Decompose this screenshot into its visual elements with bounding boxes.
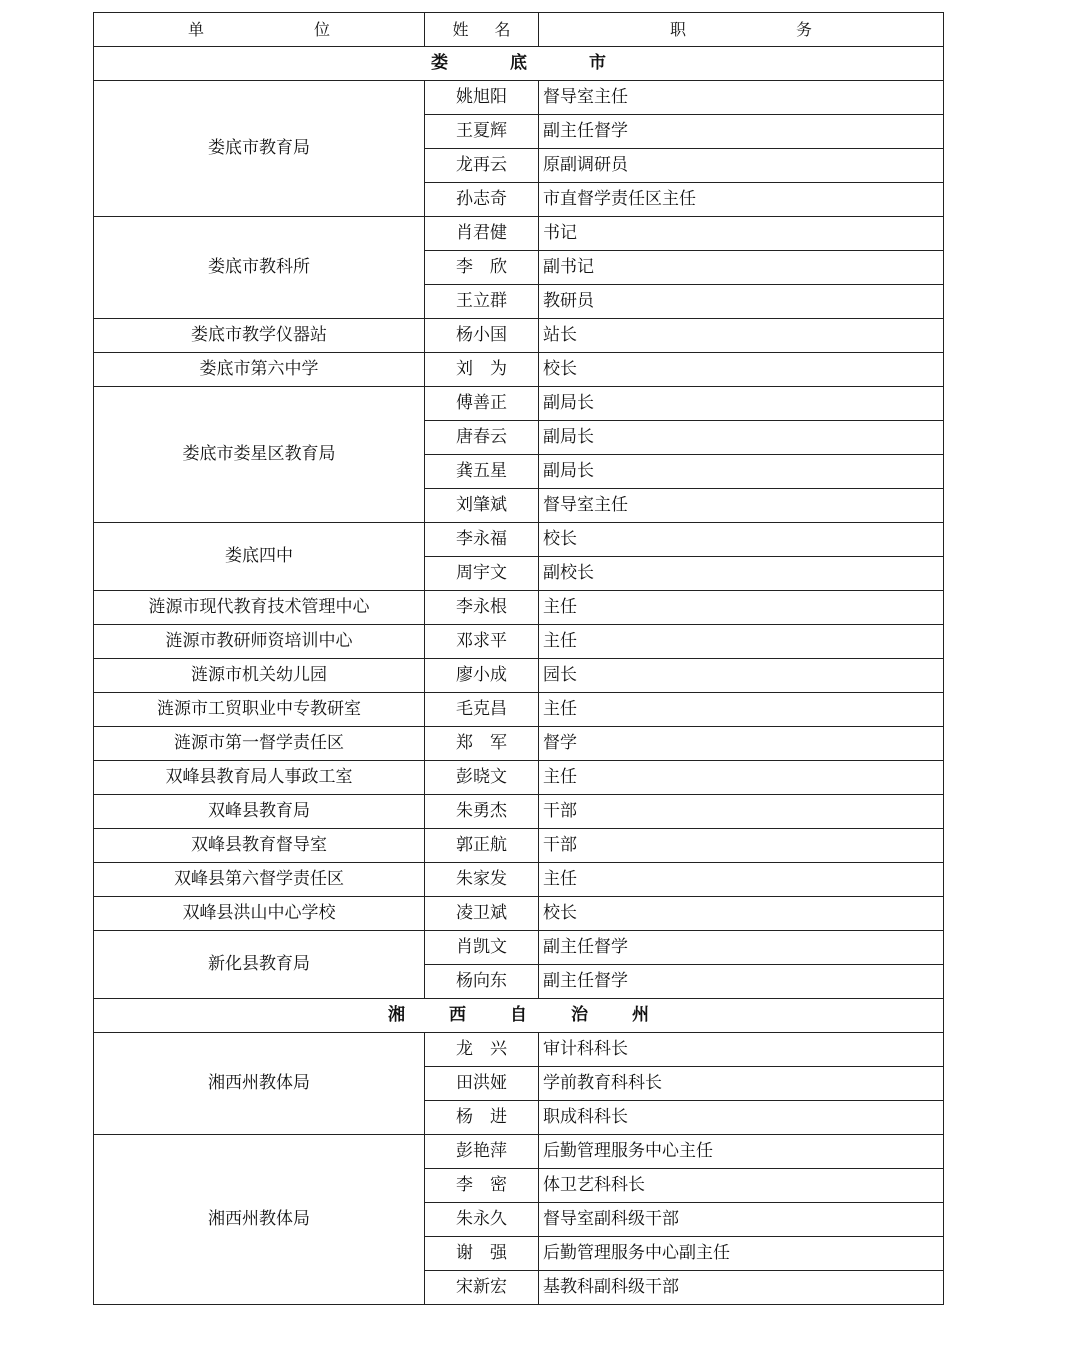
region-char: 底 — [510, 53, 527, 73]
unit-cell: 涟源市工贸职业中专教研室 — [94, 693, 425, 727]
name-cell: 龙 兴 — [425, 1033, 539, 1067]
name-cell: 刘 为 — [425, 353, 539, 387]
header-name-char-1: 姓 — [452, 19, 469, 39]
table-row — [94, 897, 944, 931]
header-name — [425, 13, 539, 47]
table-row — [94, 931, 944, 965]
duty-cell: 后勤管理服务中心主任 — [539, 1135, 944, 1169]
unit-cell: 娄底市娄星区教育局 — [94, 387, 425, 523]
unit-cell: 双峰县教育督导室 — [94, 829, 425, 863]
header-duty — [539, 13, 944, 47]
unit-cell: 新化县教育局 — [94, 931, 425, 999]
name-cell: 肖凯文 — [425, 931, 539, 965]
name-cell: 傅善正 — [425, 387, 539, 421]
header-name-char-2: 名 — [494, 19, 511, 39]
table-row — [94, 591, 944, 625]
table-row — [94, 625, 944, 659]
name-cell: 王立群 — [425, 285, 539, 319]
duty-cell: 原副调研员 — [539, 149, 944, 183]
name-cell: 刘肇斌 — [425, 489, 539, 523]
duty-cell: 主任 — [539, 625, 944, 659]
unit-cell: 双峰县教育局 — [94, 795, 425, 829]
header-unit-char-1: 单 — [187, 19, 204, 39]
name-cell: 谢 强 — [425, 1237, 539, 1271]
duty-cell: 主任 — [539, 591, 944, 625]
duty-cell: 教研员 — [539, 285, 944, 319]
unit-cell: 湘西州教体局 — [94, 1033, 425, 1135]
name-cell: 龚五星 — [425, 455, 539, 489]
unit-cell: 双峰县第六督学责任区 — [94, 863, 425, 897]
table-row — [94, 693, 944, 727]
duty-cell: 督导室主任 — [539, 81, 944, 115]
region-row — [94, 47, 944, 81]
name-cell: 朱勇杰 — [425, 795, 539, 829]
name-cell: 孙志奇 — [425, 183, 539, 217]
region-char: 湘 — [388, 1005, 405, 1025]
region-char: 市 — [589, 53, 606, 73]
duty-cell: 副局长 — [539, 421, 944, 455]
name-cell: 姚旭阳 — [425, 81, 539, 115]
name-cell: 杨小国 — [425, 319, 539, 353]
name-cell: 杨向东 — [425, 965, 539, 999]
duty-cell: 副校长 — [539, 557, 944, 591]
duty-cell: 副局长 — [539, 455, 944, 489]
name-cell: 李 密 — [425, 1169, 539, 1203]
table-row — [94, 659, 944, 693]
name-cell: 田洪娅 — [425, 1067, 539, 1101]
duty-cell: 副主任督学 — [539, 965, 944, 999]
name-cell: 朱家发 — [425, 863, 539, 897]
duty-cell: 督学 — [539, 727, 944, 761]
duty-cell: 干部 — [539, 795, 944, 829]
table-row — [94, 217, 944, 251]
duty-cell: 校长 — [539, 353, 944, 387]
duty-cell: 督导室主任 — [539, 489, 944, 523]
roster-table — [93, 12, 944, 1305]
header-duty-char-1: 职 — [669, 19, 686, 39]
table-row — [94, 863, 944, 897]
region-char: 治 — [571, 1005, 588, 1025]
duty-cell: 学前教育科科长 — [539, 1067, 944, 1101]
duty-cell: 督导室副科级干部 — [539, 1203, 944, 1237]
table-row — [94, 761, 944, 795]
duty-cell: 后勤管理服务中心副主任 — [539, 1237, 944, 1271]
unit-cell: 涟源市机关幼儿园 — [94, 659, 425, 693]
unit-cell: 湘西州教体局 — [94, 1135, 425, 1305]
table-row — [94, 795, 944, 829]
table-row — [94, 81, 944, 115]
duty-cell: 园长 — [539, 659, 944, 693]
region-char: 州 — [632, 1005, 649, 1025]
duty-cell: 体卫艺科科长 — [539, 1169, 944, 1203]
name-cell: 肖君健 — [425, 217, 539, 251]
name-cell: 李永福 — [425, 523, 539, 557]
region-char: 西 — [449, 1005, 466, 1025]
region-title — [94, 999, 944, 1033]
unit-cell: 双峰县教育局人事政工室 — [94, 761, 425, 795]
header-row — [94, 13, 944, 47]
duty-cell: 市直督学责任区主任 — [539, 183, 944, 217]
duty-cell: 主任 — [539, 693, 944, 727]
duty-cell: 副主任督学 — [539, 931, 944, 965]
name-cell: 彭晓文 — [425, 761, 539, 795]
header-unit-char-2: 位 — [314, 19, 331, 39]
table-row — [94, 387, 944, 421]
name-cell: 龙再云 — [425, 149, 539, 183]
duty-cell: 干部 — [539, 829, 944, 863]
name-cell: 宋新宏 — [425, 1271, 539, 1305]
name-cell: 周宇文 — [425, 557, 539, 591]
region-title — [94, 47, 944, 81]
table-row — [94, 319, 944, 353]
table-row — [94, 353, 944, 387]
duty-cell: 校长 — [539, 897, 944, 931]
name-cell: 郑 军 — [425, 727, 539, 761]
duty-cell: 站长 — [539, 319, 944, 353]
name-cell: 李 欣 — [425, 251, 539, 285]
table-row — [94, 1033, 944, 1067]
duty-cell: 副局长 — [539, 387, 944, 421]
header-unit — [94, 13, 425, 47]
unit-cell: 娄底市教学仪器站 — [94, 319, 425, 353]
roster-body — [94, 13, 944, 1305]
duty-cell: 校长 — [539, 523, 944, 557]
unit-cell: 涟源市第一督学责任区 — [94, 727, 425, 761]
region-row — [94, 999, 944, 1033]
name-cell: 廖小成 — [425, 659, 539, 693]
table-row — [94, 727, 944, 761]
duty-cell: 主任 — [539, 863, 944, 897]
table-row — [94, 523, 944, 557]
name-cell: 邓求平 — [425, 625, 539, 659]
header-duty-char-2: 务 — [796, 19, 813, 39]
name-cell: 毛克昌 — [425, 693, 539, 727]
region-char: 娄 — [431, 53, 448, 73]
region-char: 自 — [510, 1005, 527, 1025]
unit-cell: 娄底市教育局 — [94, 81, 425, 217]
duty-cell: 审计科科长 — [539, 1033, 944, 1067]
duty-cell: 副主任督学 — [539, 115, 944, 149]
unit-cell: 娄底市第六中学 — [94, 353, 425, 387]
unit-cell: 双峰县洪山中心学校 — [94, 897, 425, 931]
table-row — [94, 1135, 944, 1169]
duty-cell: 书记 — [539, 217, 944, 251]
name-cell: 杨 进 — [425, 1101, 539, 1135]
name-cell: 彭艳萍 — [425, 1135, 539, 1169]
duty-cell: 主任 — [539, 761, 944, 795]
duty-cell: 副书记 — [539, 251, 944, 285]
name-cell: 朱永久 — [425, 1203, 539, 1237]
unit-cell: 娄底四中 — [94, 523, 425, 591]
unit-cell: 涟源市现代教育技术管理中心 — [94, 591, 425, 625]
duty-cell: 职成科科长 — [539, 1101, 944, 1135]
table-row — [94, 829, 944, 863]
unit-cell: 娄底市教科所 — [94, 217, 425, 319]
duty-cell: 基教科副科级干部 — [539, 1271, 944, 1305]
name-cell: 唐春云 — [425, 421, 539, 455]
name-cell: 王夏辉 — [425, 115, 539, 149]
unit-cell: 涟源市教研师资培训中心 — [94, 625, 425, 659]
name-cell: 凌卫斌 — [425, 897, 539, 931]
name-cell: 李永根 — [425, 591, 539, 625]
name-cell: 郭正航 — [425, 829, 539, 863]
